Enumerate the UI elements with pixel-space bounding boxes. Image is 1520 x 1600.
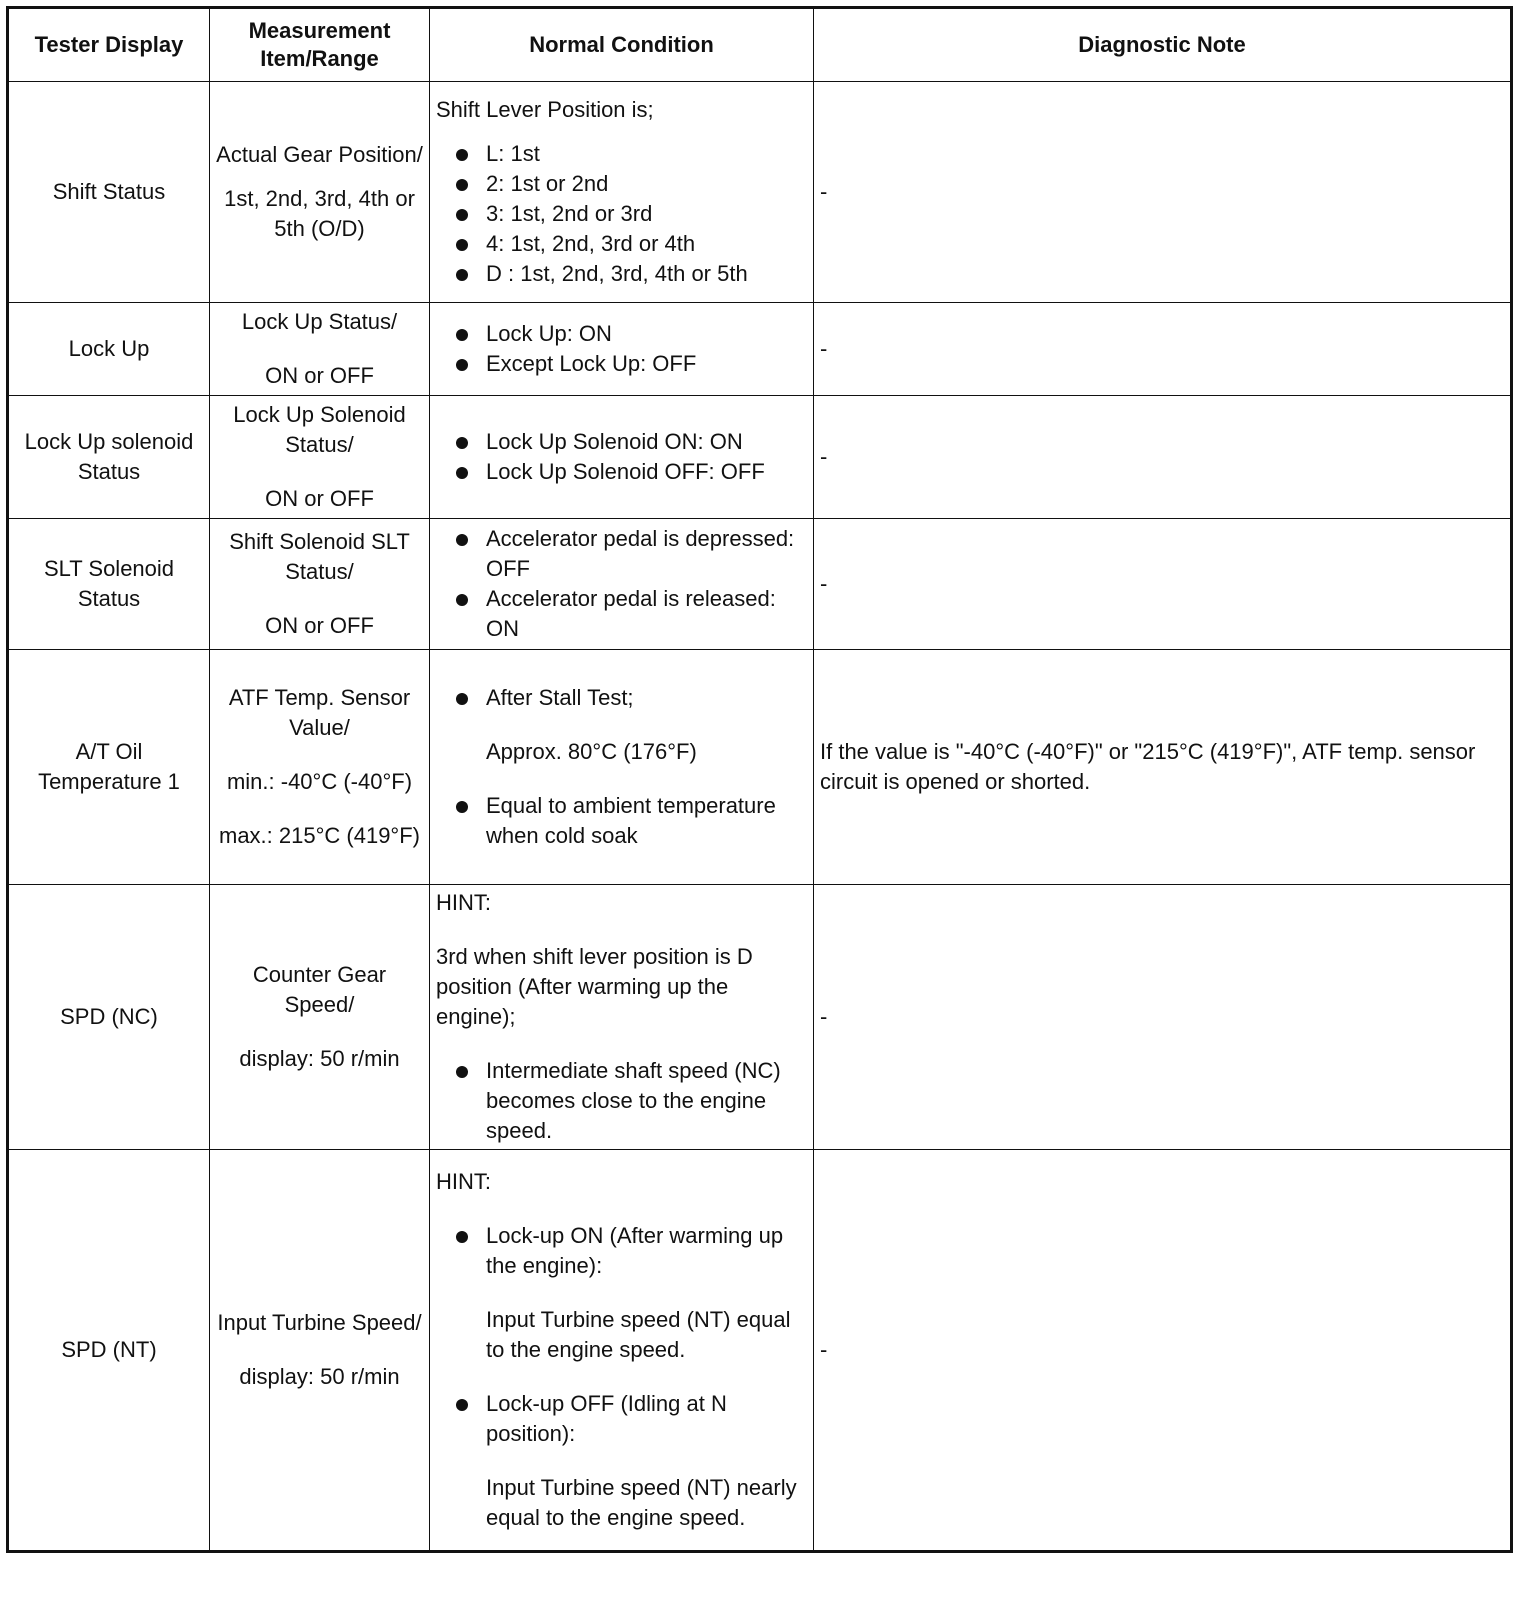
measurement-range: ON or OFF <box>265 363 374 388</box>
table-header-row <box>8 8 1512 82</box>
tester-display-cell: Lock Up <box>8 303 210 396</box>
measurement-range: ON or OFF <box>265 613 374 638</box>
condition-list <box>436 1389 807 1449</box>
measurement-item: Actual Gear Position/ <box>216 142 423 167</box>
condition-hint-label: HINT: <box>436 890 491 915</box>
measurement-range: 1st, 2nd, 3rd, 4th or 5th (O/D) <box>224 186 415 241</box>
list-item: Lock Up: ON <box>436 319 807 349</box>
measurement-cell <box>210 82 430 303</box>
list-item: L: 1st <box>436 139 807 169</box>
table-row <box>8 519 1512 650</box>
list-item: Intermediate shaft speed (NC) becomes close to the engine speed. <box>436 1056 807 1146</box>
measurement-cell <box>210 303 430 396</box>
normal-condition-cell <box>430 303 814 396</box>
table-row <box>8 396 1512 519</box>
list-item: 2: 1st or 2nd <box>436 169 807 199</box>
list-item: D : 1st, 2nd, 3rd, 4th or 5th <box>436 259 807 289</box>
list-item: Accelerator pedal is depressed: OFF <box>436 524 807 584</box>
table-row <box>8 885 1512 1150</box>
list-item: Except Lock Up: OFF <box>436 349 807 379</box>
condition-list <box>436 791 807 851</box>
data-list-table <box>6 6 1513 1553</box>
measurement-range: display: 50 r/min <box>239 1364 400 1389</box>
normal-condition-cell <box>430 396 814 519</box>
normal-condition-cell <box>430 82 814 303</box>
document-sheet <box>6 6 1510 1553</box>
diagnostic-note-cell: - <box>814 1150 1512 1552</box>
condition-list <box>436 524 807 644</box>
table-row <box>8 82 1512 303</box>
condition-text: 3rd when shift lever position is D position (After warming up the engine); <box>436 944 753 1029</box>
condition-detail: Approx. 80°C (176°F) <box>486 739 697 764</box>
measurement-item: Lock Up Solenoid Status/ <box>233 402 406 457</box>
normal-condition-cell <box>430 1150 814 1552</box>
condition-list <box>436 427 807 487</box>
header-diagnostic-note: Diagnostic Note <box>814 8 1512 82</box>
list-item: Accelerator pedal is released: ON <box>436 584 807 644</box>
measurement-cell <box>210 519 430 650</box>
list-item: After Stall Test; <box>436 683 807 713</box>
header-tester-display: Tester Display <box>8 8 210 82</box>
diagnostic-note-cell: If the value is "-40°C (-40°F)" or "215°C (419°F)", ATF temp. sensor circuit is opened or shorted. <box>814 650 1512 885</box>
condition-hint-label: HINT: <box>436 1169 491 1194</box>
tester-display-cell: SPD (NT) <box>8 1150 210 1552</box>
table-row <box>8 1150 1512 1552</box>
measurement-cell <box>210 396 430 519</box>
measurement-range: display: 50 r/min <box>239 1046 400 1071</box>
measurement-item: Counter Gear Speed/ <box>252 962 387 1017</box>
list-item: Lock Up Solenoid OFF: OFF <box>436 457 807 487</box>
measurement-item: Shift Solenoid SLT Status/ <box>229 529 410 584</box>
table-row <box>8 650 1512 885</box>
list-item: Lock Up Solenoid ON: ON <box>436 427 807 457</box>
table-row <box>8 303 1512 396</box>
normal-condition-cell <box>430 885 814 1150</box>
diagnostic-note-cell: - <box>814 885 1512 1150</box>
normal-condition-cell <box>430 519 814 650</box>
normal-condition-cell <box>430 650 814 885</box>
tester-display-cell: Lock Up solenoid Status <box>8 396 210 519</box>
header-normal-condition: Normal Condition <box>430 8 814 82</box>
measurement-item: ATF Temp. Sensor Value/ <box>228 685 411 740</box>
list-item: Equal to ambient temperature when cold soak <box>436 791 807 851</box>
measurement-cell <box>210 650 430 885</box>
tester-display-cell: SLT Solenoid Status <box>8 519 210 650</box>
measurement-max: max.: 215°C (419°F) <box>219 823 420 848</box>
diagnostic-note-cell: - <box>814 303 1512 396</box>
tester-display-cell: SPD (NC) <box>8 885 210 1150</box>
condition-detail: Input Turbine speed (NT) nearly equal to the engine speed. <box>486 1475 797 1530</box>
measurement-item: Lock Up Status/ <box>241 309 398 334</box>
tester-display-cell: Shift Status <box>8 82 210 303</box>
condition-list <box>436 683 807 713</box>
condition-detail: Input Turbine speed (NT) equal to the engine speed. <box>486 1307 791 1362</box>
diagnostic-note-cell: - <box>814 519 1512 650</box>
condition-intro: Shift Lever Position is; <box>436 97 654 122</box>
diagnostic-note-cell: - <box>814 396 1512 519</box>
tester-display-cell: A/T Oil Temperature 1 <box>8 650 210 885</box>
condition-list <box>436 1056 807 1146</box>
measurement-range: ON or OFF <box>265 486 374 511</box>
list-item: 4: 1st, 2nd, 3rd or 4th <box>436 229 807 259</box>
condition-list <box>436 139 807 289</box>
list-item: 3: 1st, 2nd or 3rd <box>436 199 807 229</box>
list-item: Lock-up OFF (Idling at N position): <box>436 1389 807 1449</box>
diagnostic-note-cell: - <box>814 82 1512 303</box>
condition-list <box>436 1221 807 1281</box>
list-item: Lock-up ON (After warming up the engine): <box>436 1221 807 1281</box>
condition-list <box>436 319 807 379</box>
measurement-min: min.: -40°C (-40°F) <box>226 769 413 794</box>
measurement-cell <box>210 1150 430 1552</box>
measurement-cell <box>210 885 430 1150</box>
header-measurement: Measurement Item/Range <box>210 8 430 82</box>
measurement-item: Input Turbine Speed/ <box>217 1310 422 1335</box>
